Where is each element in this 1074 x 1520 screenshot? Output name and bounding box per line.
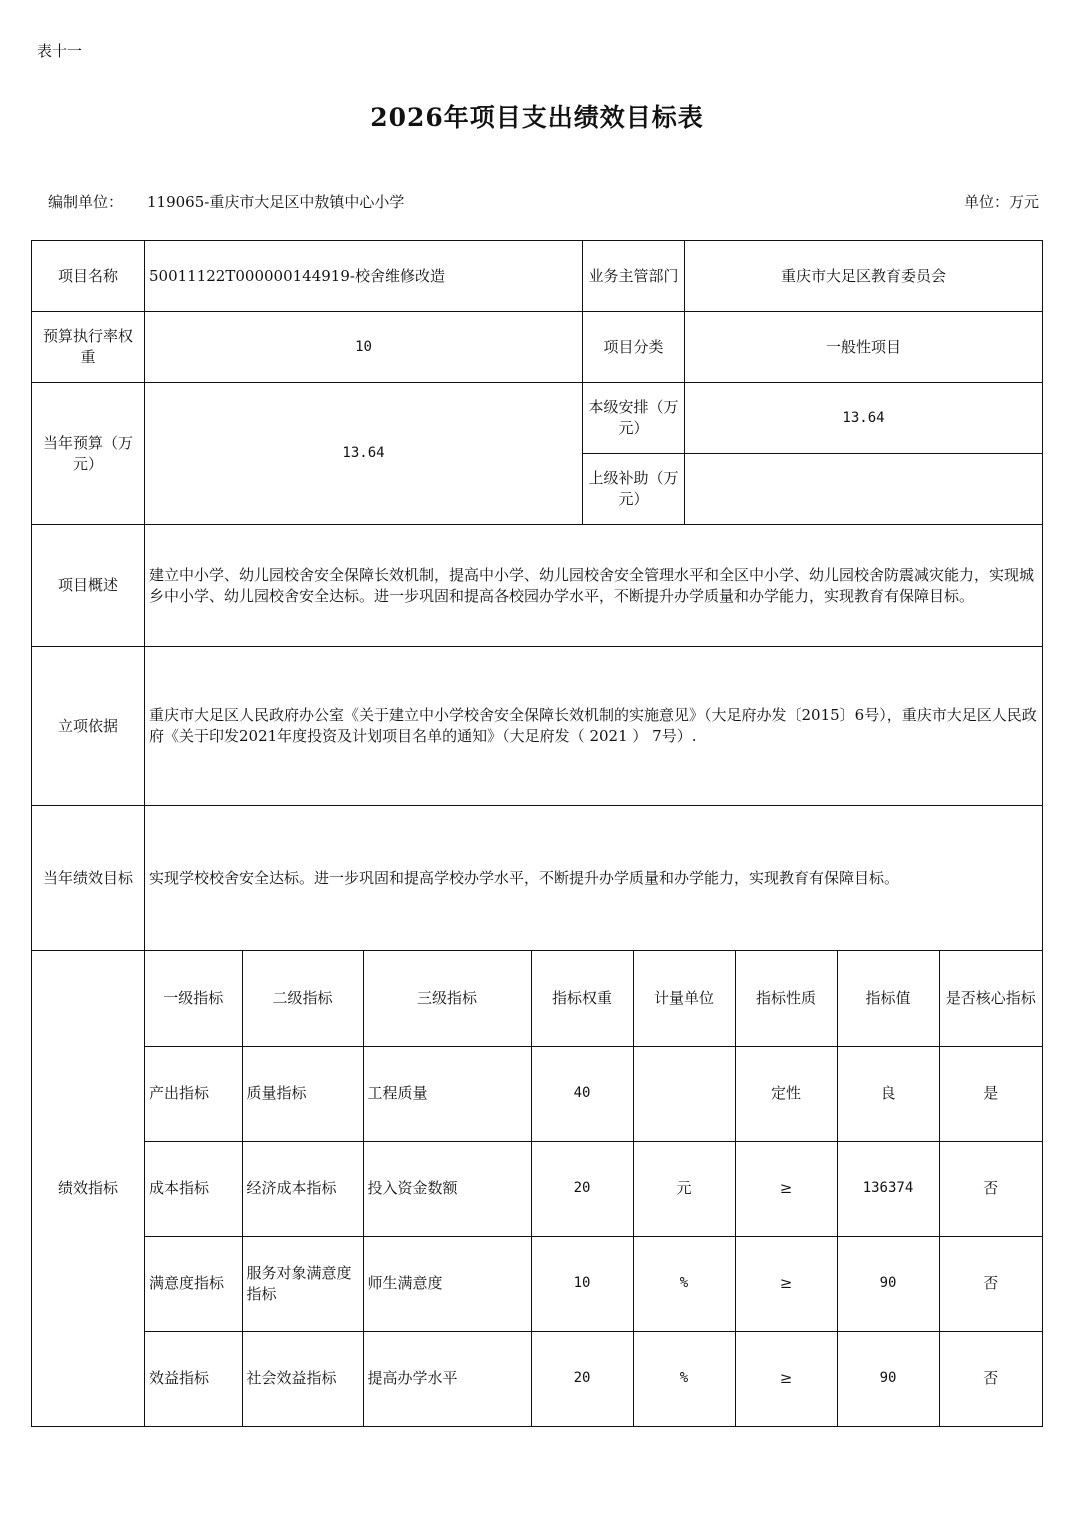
money-unit: 单位：万元: [963, 193, 1039, 211]
level2-cell: 经济成本指标: [242, 1141, 363, 1236]
unit-cell: [633, 1046, 735, 1141]
weight-cell: 10: [531, 1236, 633, 1331]
exec-weight-value: 10: [145, 312, 583, 383]
project-name-label: 项目名称: [32, 241, 145, 312]
budget-label: 当年预算（万元）: [32, 383, 145, 525]
level3-cell: 投入资金数额: [363, 1141, 531, 1236]
level2-cell: 服务对象满意度指标: [242, 1236, 363, 1331]
col-header-nature: 指标性质: [735, 951, 837, 1046]
weight-cell: 20: [531, 1141, 633, 1236]
level1-cell: 成本指标: [145, 1141, 242, 1236]
col-header-level2: 二级指标: [242, 951, 363, 1046]
basis-label: 立项依据: [32, 647, 145, 806]
category-label: 项目分类: [583, 312, 685, 383]
table-row: [145, 1046, 1042, 1141]
dept-value: 重庆市大足区教育委员会: [685, 241, 1043, 312]
col-header-value: 指标值: [837, 951, 939, 1046]
col-header-level3: 三级指标: [363, 951, 531, 1046]
col-header-unit: 计量单位: [633, 951, 735, 1046]
col-header-weight: 指标权重: [531, 951, 633, 1046]
compiling-unit-value: 119065-重庆市大足区中敖镇中心小学: [147, 193, 405, 211]
level2-cell: 社会效益指标: [242, 1331, 363, 1426]
indicators-section-label: 绩效指标: [32, 951, 145, 1427]
category-value: 一般性项目: [685, 312, 1043, 383]
page-title: 2026年项目支出绩效目标表: [370, 103, 704, 132]
nature-cell: ≥: [735, 1331, 837, 1426]
level1-cell: 产出指标: [145, 1046, 242, 1141]
level3-cell: 师生满意度: [363, 1236, 531, 1331]
unit-cell: 元: [633, 1141, 735, 1236]
overview-label: 项目概述: [32, 525, 145, 647]
exec-weight-label: 预算执行率权重: [32, 312, 145, 383]
col-header-level1: 一级指标: [145, 951, 242, 1046]
table-row: [145, 1331, 1042, 1426]
core-cell: 否: [939, 1141, 1042, 1236]
value-cell: 良: [837, 1046, 939, 1141]
annual-goal-label: 当年绩效目标: [32, 806, 145, 951]
level3-cell: 工程质量: [363, 1046, 531, 1141]
nature-cell: 定性: [735, 1046, 837, 1141]
value-cell: 90: [837, 1331, 939, 1426]
indicators-block: [145, 951, 1043, 1427]
core-cell: 否: [939, 1236, 1042, 1331]
nature-cell: ≥: [735, 1236, 837, 1331]
nature-cell: ≥: [735, 1141, 837, 1236]
level1-cell: 满意度指标: [145, 1236, 242, 1331]
upper-subsidy-value: [685, 454, 1043, 525]
local-arrangement-value: 13.64: [685, 383, 1043, 454]
indicators-header-row: [145, 951, 1042, 1046]
weight-cell: 20: [531, 1331, 633, 1426]
basis-text: 重庆市大足区人民政府办公室《关于建立中小学校舍安全保障长效机制的实施意见》（大足府办发〔2015〕6号），重庆市大足区人民政府《关于印发2021年度投资及计划项目名单的通知》（大足府发（ 2021 ） 7号）.: [145, 647, 1043, 806]
table-row: [145, 1141, 1042, 1236]
annual-goal-text: 实现学校校舍安全达标。进一步巩固和提高学校办学水平，不断提升办学质量和办学能力，实现教育有保障目标。: [145, 806, 1043, 951]
core-cell: 是: [939, 1046, 1042, 1141]
table-number: 表十一: [37, 42, 83, 60]
unit-cell: %: [633, 1331, 735, 1426]
budget-value: 13.64: [145, 383, 583, 525]
level1-cell: 效益指标: [145, 1331, 242, 1426]
value-cell: 136374: [837, 1141, 939, 1236]
project-name-value: 50011122T000000144919-校舍维修改造: [145, 241, 583, 312]
value-cell: 90: [837, 1236, 939, 1331]
weight-cell: 40: [531, 1046, 633, 1141]
table-row: [145, 1236, 1042, 1331]
local-arrangement-label: 本级安排（万元）: [583, 383, 685, 454]
compiling-unit-label: 编制单位：: [48, 193, 124, 211]
upper-subsidy-label: 上级补助（万元）: [583, 454, 685, 525]
unit-cell: %: [633, 1236, 735, 1331]
dept-label: 业务主管部门: [583, 241, 685, 312]
level2-cell: 质量指标: [242, 1046, 363, 1141]
overview-text: 建立中小学、幼儿园校舍安全保障长效机制，提高中小学、幼儿园校舍安全管理水平和全区中小学、幼儿园校舍防震减灾能力，实现城乡中小学、幼儿园校舍安全达标。进一步巩固和提高各校园办学水平，不断提升办学质量和办学能力，实现教育有保障目标。: [145, 525, 1043, 647]
level3-cell: 提高办学水平: [363, 1331, 531, 1426]
col-header-core: 是否核心指标: [939, 951, 1042, 1046]
performance-target-table: [31, 240, 1043, 1427]
indicators-table: [145, 951, 1042, 1426]
core-cell: 否: [939, 1331, 1042, 1426]
